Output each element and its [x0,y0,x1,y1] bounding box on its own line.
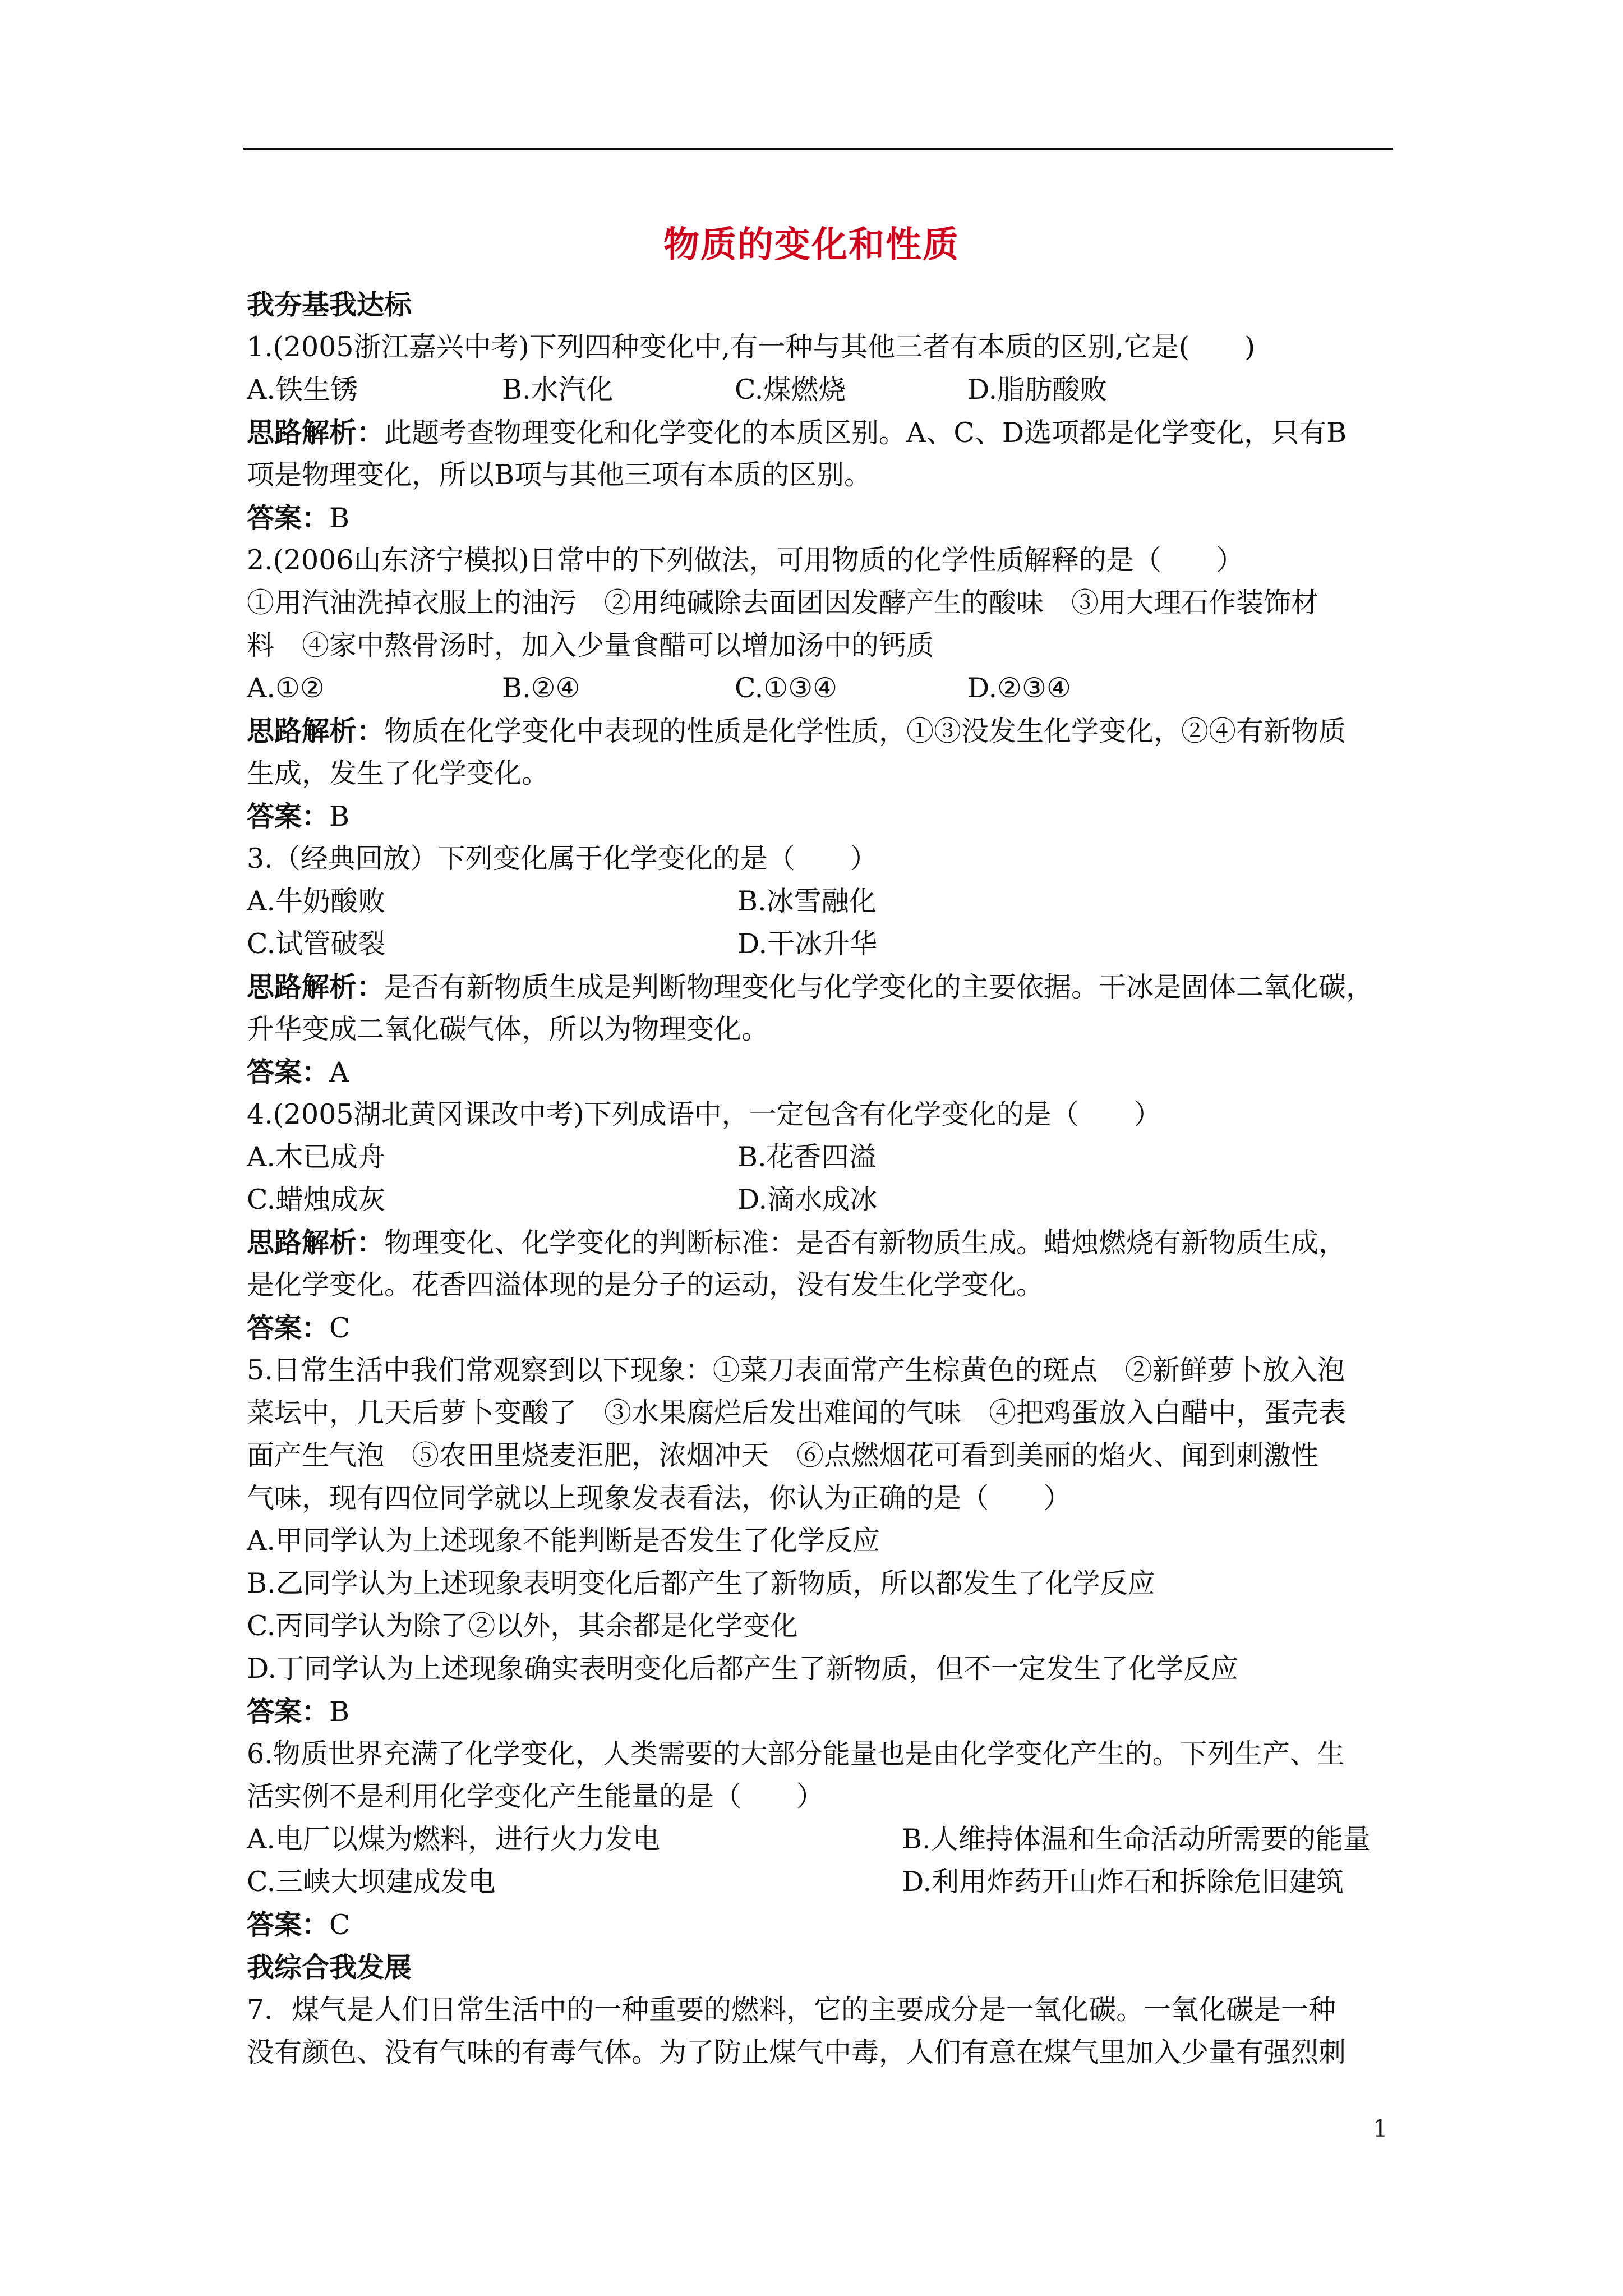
option: C.蜡烛成灰 [247,1184,386,1216]
option: A.电厂以煤为燃料，进行火力发电 [247,1823,660,1855]
question-1-options [247,369,1402,411]
option: D.滴水成冰 [737,1184,878,1216]
option: A.①② [247,672,325,704]
option: D.丁同学认为上述现象确实表明变化后都产生了新物质，但不一定发生了化学反应 [247,1653,1239,1685]
page-title: 物质的变化和性质 [663,224,960,266]
question-2-answer: 答案：B [247,800,350,832]
option: C.三峡大坝建成发电 [247,1866,496,1898]
question-6-stem-cont: 活实例不是利用化学变化产生能量的是（ ） [247,1780,824,1812]
option: C.①③④ [735,672,838,704]
question-3-analysis-cont: 升华变成二氧化碳气体，所以为物理变化。 [247,1013,769,1045]
question-3-options [247,880,1402,923]
question-3-analysis: 思路解析：是否有新物质生成是判断物理变化与化学变化的主要依据。干冰是固体二氧化碳， [247,970,1374,1003]
question-3-options [247,923,1402,965]
question-5-stem-cont: 菜坛中，几天后萝卜变酸了 ③水果腐烂后发出难闻的气味 ④把鸡蛋放入白醋中，蛋壳表 [247,1397,1347,1429]
question-2-stem-cont: 料 ④家中熬骨汤时，加入少量食醋可以增加汤中的钙质 [247,629,934,661]
answer-label: 答案： [247,1695,330,1728]
option: C.煤燃烧 [735,374,846,406]
section-heading: 我夯基我达标 [247,288,412,321]
option: D.②③④ [967,672,1071,704]
analysis-label: 思路解析： [247,970,385,1003]
question-3-answer: 答案：A [247,1056,349,1088]
question-6-options [247,1818,1402,1861]
question-4-analysis-cont: 是化学变化。花香四溢体现的是分子的运动，没有发生化学变化。 [247,1269,1044,1301]
question-2-options [247,667,1402,710]
option: B.人维持体温和生命活动所需要的能量 [902,1823,1371,1855]
question-2-analysis: 思路解析：物质在化学变化中表现的性质是化学性质，①③没发生化学变化，②④有新物质 [247,715,1347,747]
option: A.甲同学认为上述现象不能判断是否发生了化学反应 [247,1525,880,1557]
answer-label: 答案： [247,501,330,534]
answer-label: 答案： [247,1056,330,1088]
analysis-label: 思路解析： [247,416,385,449]
question-5-stem-cont: 气味，现有四位同学就以上现象发表看法，你认为正确的是（ ） [247,1482,1072,1514]
section-heading: 我综合我发展 [247,1951,412,1984]
question-1-answer: 答案：B [247,501,350,534]
question-4-answer: 答案：C [247,1312,351,1344]
option: A.木已成舟 [247,1141,385,1173]
question-5-stem: 5.日常生活中我们常观察到以下现象：①菜刀表面常产生棕黄色的斑点 ②新鲜萝卜放入泡 [247,1354,1345,1386]
answer-label: 答案： [247,1908,330,1941]
question-7-stem-cont: 没有颜色、没有气味的有毒气体。为了防止煤气中毒，人们有意在煤气里加入少量有强烈刺 [247,2036,1347,2068]
option: D.干冰升华 [737,928,878,960]
question-5-answer: 答案：B [247,1695,350,1728]
option: B.冰雪融化 [737,885,877,917]
document-body [247,283,1402,2074]
analysis-label: 思路解析： [247,715,385,747]
question-1-analysis-cont: 项是物理变化，所以B项与其他三项有本质的区别。 [247,459,872,491]
question-4-stem: 4.(2005湖北黄冈课改中考)下列成语中，一定包含有化学变化的是（ ） [247,1098,1161,1130]
question-2-analysis-cont: 生成，发生了化学变化。 [247,757,550,789]
option: D.脂肪酸败 [967,374,1108,406]
question-1-stem: 1.(2005浙江嘉兴中考)下列四种变化中,有一种与其他三者有本质的区别,它是( ) [247,331,1256,363]
question-4-options [247,1136,1402,1179]
question-5-stem-cont: 面产生气泡 ⑤农田里烧麦洰肥，浓烟冲天 ⑥点燃烟花可看到美丽的焰火、闻到刺激性 [247,1439,1319,1471]
question-6-options [247,1861,1402,1903]
question-2-stem: 2.(2006山东济宁模拟)日常中的下列做法，可用物质的化学性质解释的是（ ） [247,544,1244,576]
question-7-stem: 7．煤气是人们日常生活中的一种重要的燃料，它的主要成分是一氧化碳。一氧化碳是一种 [247,1994,1336,2026]
option: C.丙同学认为除了②以外，其余都是化学变化 [247,1610,798,1642]
analysis-label: 思路解析： [247,1226,385,1259]
question-3-stem: 3.（经典回放）下列变化属于化学变化的是（ ） [247,843,878,875]
page-number: 1 [1373,2115,1388,2142]
option: B.水汽化 [502,374,614,406]
question-6-answer: 答案：C [247,1908,351,1941]
question-2-stem-cont: ①用汽油洗掉衣服上的油污 ②用纯碱除去面团因发酵产生的酸味 ③用大理石作装饰材 [247,587,1319,619]
answer-label: 答案： [247,1312,330,1344]
option: A.牛奶酸败 [247,885,385,917]
question-1-analysis: 思路解析：此题考查物理变化和化学变化的本质区别。A、C、D选项都是化学变化，只有B [247,416,1347,449]
question-4-analysis: 思路解析：物理变化、化学变化的判断标准：是否有新物质生成。蜡烛燃烧有新物质生成， [247,1226,1347,1259]
option: B.乙同学认为上述现象表明变化后都产生了新物质，所以都发生了化学反应 [247,1567,1155,1599]
header-rule [243,148,1393,150]
option: B.花香四溢 [737,1141,877,1173]
question-4-options [247,1179,1402,1221]
question-6-stem: 6.物质世界充满了化学变化，人类需要的大部分能量也是由化学变化产生的。下列生产、生 [247,1738,1345,1770]
option: A.铁生锈 [247,374,358,406]
option: B.②④ [502,672,580,704]
answer-label: 答案： [247,800,330,832]
option: D.利用炸药开山炸石和拆除危旧建筑 [902,1866,1344,1898]
option: C.试管破裂 [247,928,386,960]
